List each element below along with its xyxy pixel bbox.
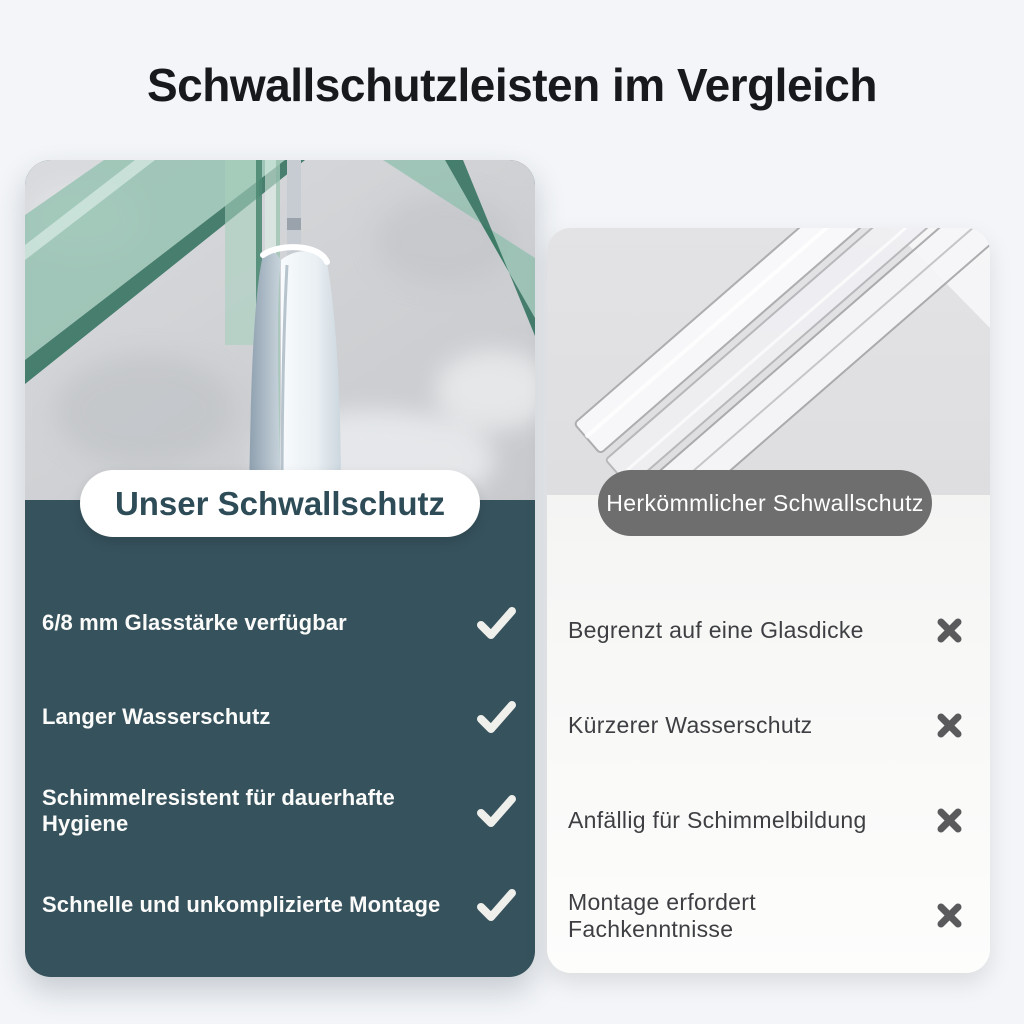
feature-text: Schnelle und unkomplizierte Montage <box>42 892 441 917</box>
our-card-label-pill <box>80 470 480 537</box>
cross-icon <box>936 712 963 739</box>
feature-text: Schimmelresistent für dauerhafte Hygiene <box>42 785 395 836</box>
feature-text: Langer Wasserschutz <box>42 704 271 729</box>
feature-text: Anfällig für Schimmelbildung <box>568 807 867 833</box>
list-item <box>42 670 517 764</box>
list-item <box>42 576 517 670</box>
list-item <box>568 868 963 963</box>
competitor-card-label-pill <box>598 470 932 536</box>
competitor-feature-list <box>547 583 990 963</box>
list-item <box>42 858 517 952</box>
check-icon <box>476 888 517 922</box>
cross-icon <box>936 617 963 644</box>
our-feature-list <box>25 576 535 952</box>
competitor-card-label: Herkömmlicher Schwallschutz <box>606 489 924 516</box>
list-item <box>42 764 517 858</box>
check-icon <box>476 606 517 640</box>
cross-icon <box>936 902 963 929</box>
feature-text: Begrenzt auf eine Glasdicke <box>568 617 864 643</box>
feature-text: 6/8 mm Glasstärke verfügbar <box>42 610 347 635</box>
our-card-label: Unser Schwallschutz <box>114 484 446 522</box>
competitor-product-card <box>547 228 990 973</box>
our-product-photo <box>25 160 535 500</box>
feature-text: Kürzerer Wasserschutz <box>568 712 813 738</box>
cross-icon <box>936 807 963 834</box>
list-item <box>568 583 963 678</box>
list-item <box>568 678 963 773</box>
check-icon <box>476 794 517 828</box>
list-item <box>568 773 963 868</box>
check-icon <box>476 700 517 734</box>
competitor-product-photo <box>547 228 990 495</box>
our-product-card <box>25 160 535 977</box>
page-title: Schwallschutzleisten im Vergleich <box>147 59 877 111</box>
feature-text: Montage erfordert Fachkenntnisse <box>568 888 756 942</box>
